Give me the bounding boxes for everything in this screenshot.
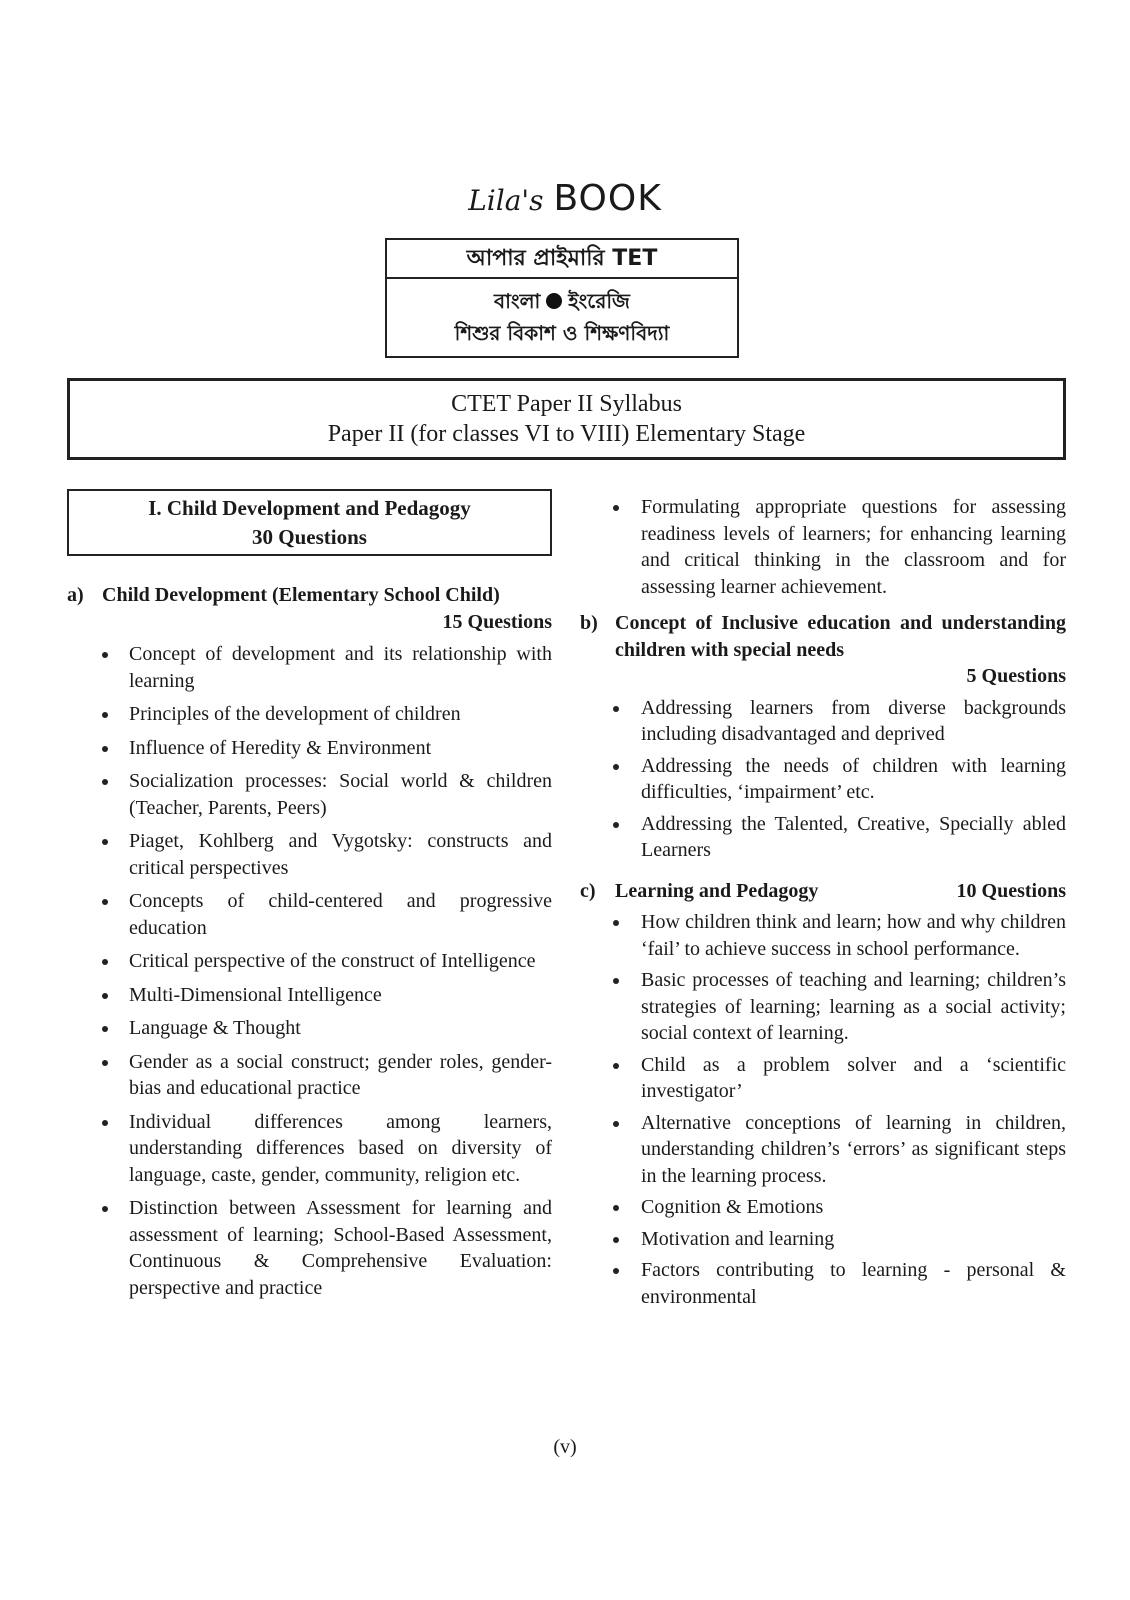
list-item: Concept of development and its relationship with learning	[67, 641, 552, 694]
subsection-b-heading	[580, 610, 1066, 663]
tet-box-body	[387, 285, 737, 349]
subsection-a-continued-list	[580, 494, 1066, 600]
subsection-b-list	[580, 695, 1066, 864]
list-item: Alternative conceptions of learning in children, understanding children’s ‘errors’ as significant steps in the learning process.	[580, 1110, 1066, 1190]
tet-subject-english: ইংরেজি	[568, 289, 630, 313]
subsection-c-heading	[580, 878, 1066, 905]
tet-box-line2: শিশুর বিকাশ ও শিক্ষণবিদ্যা	[454, 321, 670, 345]
tet-box-title: আপার প্রাইমারি TET	[387, 240, 737, 279]
list-item: Principles of the development of children	[67, 701, 552, 728]
list-item: Individual differences among learners, understanding differences based on diversity of language, caste, gender, community, religion etc.	[67, 1109, 552, 1189]
subsection-c-list	[580, 909, 1066, 1310]
list-item: Concepts of child-centered and progressive education	[67, 888, 552, 941]
tet-subject-bangla: বাংলা	[494, 289, 541, 313]
list-item: Factors contributing to learning - personal & environmental	[580, 1257, 1066, 1310]
list-item: Language & Thought	[67, 1015, 552, 1042]
page-number: (v)	[553, 1436, 577, 1458]
section-questions: 30 Questions	[252, 525, 367, 549]
list-item: Piaget, Kohlberg and Vygotsky: constructs and critical perspectives	[67, 828, 552, 881]
syllabus-title: CTET Paper II Syllabus	[451, 391, 682, 417]
subsection-a-tag: a)	[67, 584, 84, 606]
list-item: Addressing the Talented, Creative, Specially abled Learners	[580, 811, 1066, 864]
book-brand	[0, 176, 1130, 223]
subsection-b-title: Concept of Inclusive education and understanding children with special needs	[615, 612, 1066, 661]
list-item: Addressing the needs of children with learning difficulties, ‘impairment’ etc.	[580, 753, 1066, 806]
brand-word: BOOK	[553, 178, 662, 219]
left-column	[67, 582, 552, 1301]
subsection-a-title: Child Development (Elementary School Child)	[102, 584, 500, 606]
right-column	[580, 494, 1066, 1310]
subsection-c-questions: 10 Questions	[956, 879, 1066, 902]
list-item: Socialization processes: Social world & children (Teacher, Parents, Peers)	[67, 768, 552, 821]
section-heading-box	[67, 489, 552, 556]
bullet-dot-icon	[546, 293, 562, 309]
list-item: Multi-Dimensional Intelligence	[67, 982, 552, 1009]
section-title: I. Child Development and Pedagogy	[148, 496, 471, 520]
subsection-c-title: Learning and Pedagogy	[615, 879, 819, 902]
brand-script: Lila's	[468, 184, 544, 217]
subsection-c-heading-left	[580, 878, 818, 905]
subsection-c-tag: c)	[580, 879, 596, 902]
syllabus-subtitle: Paper II (for classes VI to VIII) Elementary Stage	[327, 421, 806, 447]
list-item: How children think and learn; how and why children ‘fail’ to achieve success in school performance.	[580, 909, 1066, 962]
list-item: Influence of Heredity & Environment	[67, 735, 552, 762]
list-item: Gender as a social construct; gender roles, gender-bias and educational practice	[67, 1049, 552, 1102]
tet-title-box	[385, 238, 739, 358]
subsection-b-tag: b)	[580, 612, 598, 634]
list-item: Addressing learners from diverse backgrounds including disadvantaged and deprived	[580, 695, 1066, 748]
subsection-a-questions: 15 Questions	[442, 610, 552, 633]
syllabus-heading-box	[67, 378, 1066, 460]
tet-box-line1	[387, 285, 737, 317]
list-item: Child as a problem solver and a ‘scientific investigator’	[580, 1052, 1066, 1105]
list-item: Distinction between Assessment for learning and assessment of learning; School-Based Assessment, Continuous & Comprehensive Evaluation: perspective and practice	[67, 1195, 552, 1301]
subsection-b-questions: 5 Questions	[966, 665, 1066, 687]
subsection-a-list	[67, 641, 552, 1301]
list-item: Formulating appropriate questions for assessing readiness levels of learners; for enhancing learning and critical thinking in the classroom and for assessing learner achievement.	[580, 494, 1066, 600]
subsection-a-heading	[67, 582, 552, 609]
list-item: Critical perspective of the construct of Intelligence	[67, 948, 552, 975]
list-item: Motivation and learning	[580, 1226, 1066, 1253]
list-item: Cognition & Emotions	[580, 1194, 1066, 1221]
list-item: Basic processes of teaching and learning; children’s strategies of learning; learning as a social activity; social context of learning.	[580, 967, 1066, 1047]
